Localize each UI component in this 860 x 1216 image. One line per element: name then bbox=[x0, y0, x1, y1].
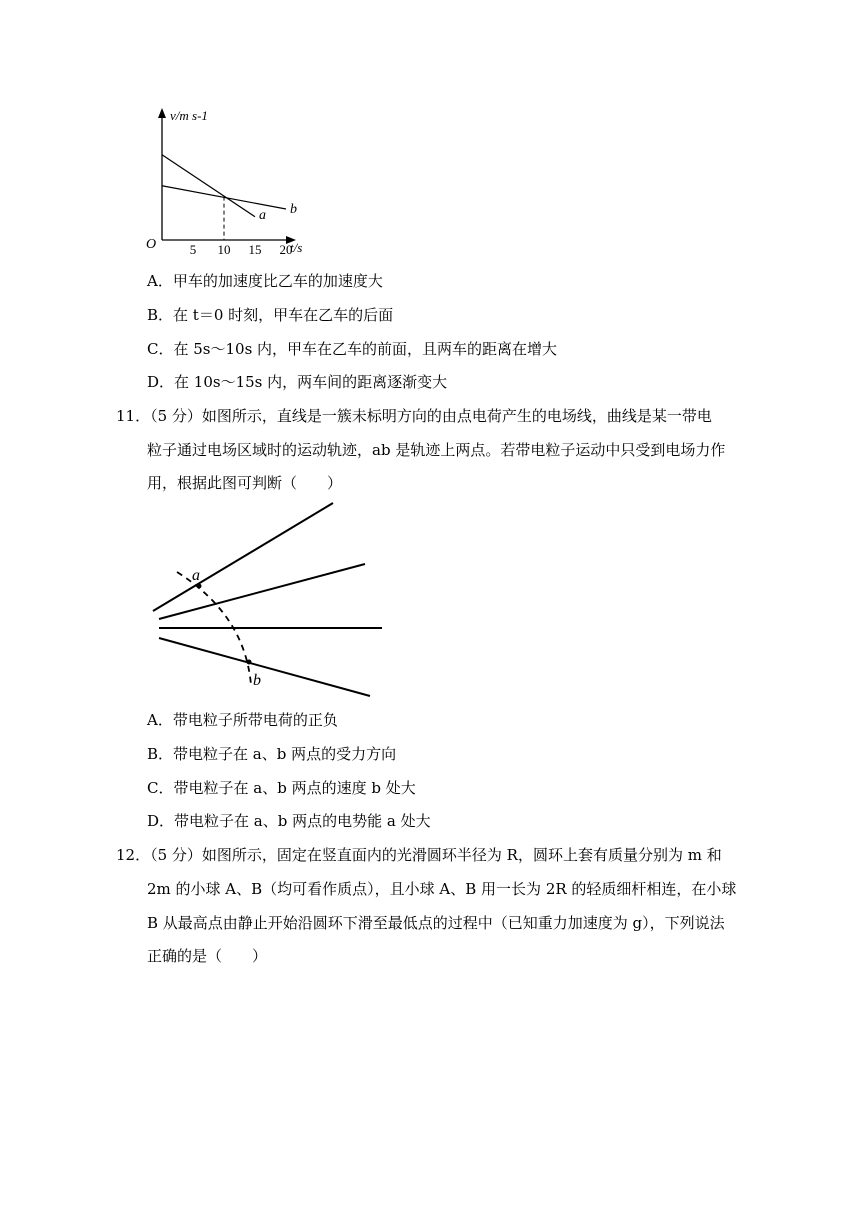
origin-label: O bbox=[146, 237, 157, 252]
x-axis-label: t/s bbox=[290, 240, 303, 255]
series-label-a: a bbox=[259, 207, 266, 223]
x-tick-label: 5 bbox=[189, 242, 197, 257]
option-text: 带电粒子在 a、b 两点的受力方向 bbox=[173, 745, 397, 763]
option-letter: B． bbox=[147, 745, 174, 763]
option-letter: B． bbox=[147, 306, 174, 324]
x-tick-label: 20 bbox=[279, 242, 293, 257]
q12-line-2: 2m 的小球 A、B（均可看作质点），且小球 A、B 用一长为 2R 的轻质细杆相连，在小球 bbox=[147, 880, 737, 898]
option-letter: D． bbox=[147, 373, 175, 391]
q11-option-c bbox=[147, 777, 416, 798]
option-text: 带电粒子所带电荷的正负 bbox=[172, 711, 338, 729]
q11-option-b bbox=[147, 743, 396, 764]
option-letter: C． bbox=[147, 779, 174, 797]
point-a-dot bbox=[197, 584, 202, 589]
field-line-2 bbox=[159, 564, 365, 619]
option-text: 带电粒子在 a、b 两点的电势能 a 处大 bbox=[174, 812, 431, 830]
series-label-b: b bbox=[290, 202, 297, 217]
q12-line-1: 12．（5 分）如图所示，固定在竖直面内的光滑圆环半径为 R，圆环上套有质量分别为 m 和 bbox=[116, 846, 722, 864]
q10-option-b bbox=[147, 304, 393, 325]
q11-option-a bbox=[147, 709, 338, 730]
option-letter: A． bbox=[147, 711, 173, 729]
option-letter: D． bbox=[147, 812, 175, 830]
x-tick-label: 10 bbox=[217, 242, 231, 257]
q10-option-d bbox=[147, 371, 447, 392]
point-a-label: a bbox=[192, 567, 200, 584]
q11-line-1: 11．（5 分）如图所示，直线是一簇未标明方向的由点电荷产生的电场线，曲线是某一带电 bbox=[116, 407, 712, 425]
q11-option-d bbox=[147, 810, 431, 831]
x-tick-labels bbox=[190, 242, 293, 257]
option-text: 在 t＝0 时刻，甲车在乙车的后面 bbox=[173, 306, 394, 324]
option-text: 在 5s～10s 内，甲车在乙车的前面，且两车的距离在增大 bbox=[173, 340, 558, 358]
q11-line-3: 用，根据此图可判断（ ） bbox=[147, 474, 343, 492]
y-axis-arrow bbox=[158, 108, 166, 118]
q12-line-3: B 从最高点由静止开始沿圆环下滑至最低点的过程中（已知重力加速度为 g），下列说法 bbox=[147, 914, 725, 932]
q10-option-c bbox=[147, 338, 557, 359]
option-letter: A． bbox=[147, 272, 173, 290]
chart-axes bbox=[158, 108, 296, 244]
field-line-1 bbox=[153, 503, 333, 611]
electric-field-figure bbox=[145, 495, 395, 705]
point-b-label: b bbox=[253, 672, 261, 689]
field-line-4 bbox=[159, 638, 370, 696]
q11-line-2: 粒子通过电场区域时的运动轨迹，ab 是轨迹上两点。若带电粒子运动中只受到电场力作 bbox=[147, 441, 726, 459]
chart-marks bbox=[162, 155, 297, 240]
series-line-a bbox=[162, 155, 255, 217]
option-letter: C． bbox=[147, 340, 174, 358]
q12-line-4: 正确的是（ ） bbox=[147, 947, 268, 965]
point-b-dot bbox=[247, 660, 252, 665]
option-text: 带电粒子在 a、b 两点的速度 b 处大 bbox=[173, 779, 416, 797]
vt-chart bbox=[140, 100, 330, 260]
option-text: 在 10s～15s 内，两车间的距离逐渐变大 bbox=[174, 373, 448, 391]
x-tick-label: 15 bbox=[248, 242, 262, 257]
y-axis-label: v/m s-1 bbox=[170, 108, 208, 123]
option-text: 甲车的加速度比乙车的加速度大 bbox=[172, 272, 383, 290]
q10-option-a bbox=[147, 270, 383, 291]
